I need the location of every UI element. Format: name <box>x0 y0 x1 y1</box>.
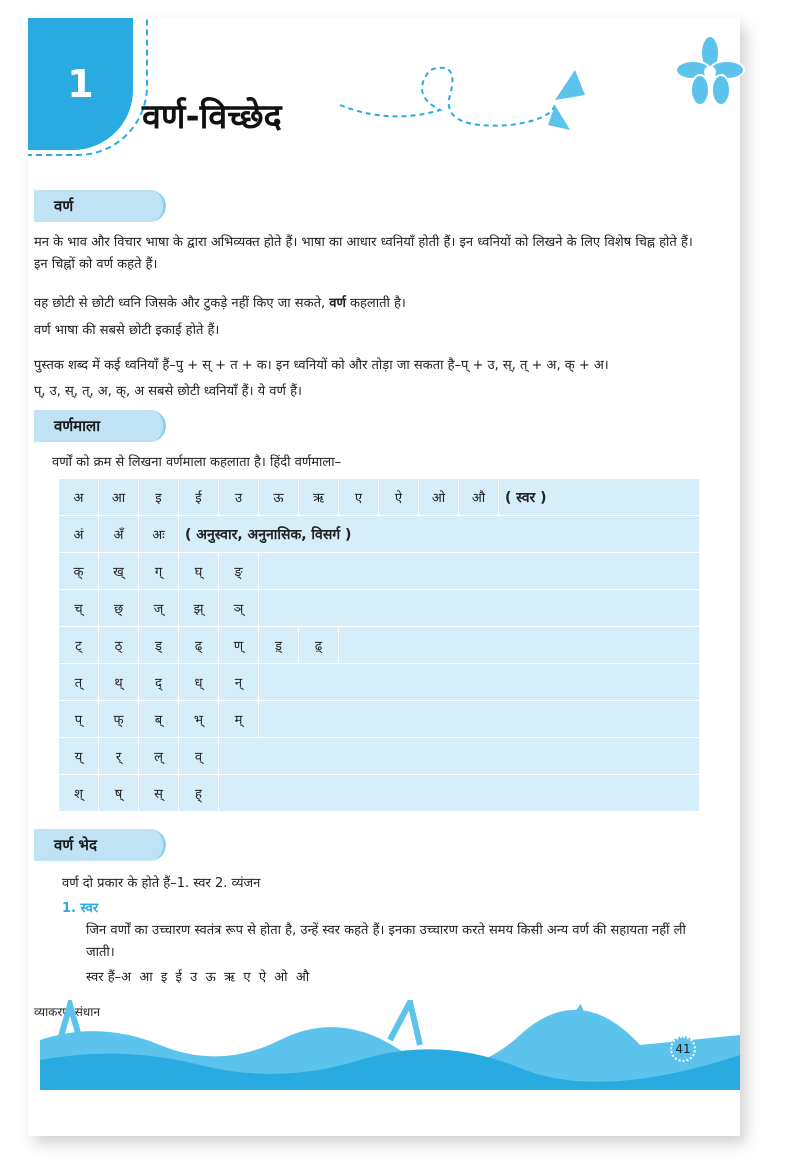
text: वह छोटी से छोटी ध्वनि जिसके और टुकड़े नहीं किए जा सकते, <box>34 296 326 311</box>
letter-cell: अः <box>139 516 179 553</box>
letter-cell: औ <box>459 479 499 516</box>
bhed-intro: वर्ण दो प्रकार के होते हैं–1. स्वर 2. व्यंजन <box>62 876 261 891</box>
table-row <box>59 738 700 775</box>
letter-cell: च् <box>59 590 99 627</box>
book-name: व्याकरण संधान <box>34 1005 101 1019</box>
letter-cell: प् <box>59 701 99 738</box>
empty-cell <box>259 553 700 590</box>
letter-cell: ट् <box>59 627 99 664</box>
letter-cell: व् <box>179 738 219 775</box>
letter-cell: घ् <box>179 553 219 590</box>
sub-heading-svar: 1. स्वर <box>62 901 99 916</box>
letter-cell: श् <box>59 775 99 812</box>
section-heading-varn: वर्ण <box>34 190 166 222</box>
paragraph: मन के भाव और विचार भाषा के द्वारा अभिव्यक्त होते हैं। भाषा का आधार ध्वनियाँ होती हैं। इन ध्वनियों को लिखने के लिए विशेष चिह्न होते हैं। इन चिह्नों को वर्ण कहते हैं। <box>34 235 693 272</box>
varnmala-table <box>58 478 700 812</box>
paragraph <box>34 293 699 315</box>
paragraph: प्, उ, स्, त्, अ, क्, अ सबसे छोटी ध्वनियाँ हैं। ये वर्ण हैं। <box>34 384 302 399</box>
letter-cell: ऊ <box>259 479 299 516</box>
letter-cell: ड् <box>139 627 179 664</box>
letter-cell: भ् <box>179 701 219 738</box>
letter-cell: न् <box>219 664 259 701</box>
table-row <box>59 627 700 664</box>
letter-cell: झ् <box>179 590 219 627</box>
letter-cell: ए <box>339 479 379 516</box>
letter-cell: ञ् <box>219 590 259 627</box>
letter-cell: स् <box>139 775 179 812</box>
letter-cell: ण् <box>219 627 259 664</box>
section-heading-bhed: वर्ण भेद <box>34 829 166 861</box>
letter-cell: उ <box>219 479 259 516</box>
paragraph: वर्ण भाषा की सबसे छोटी इकाई होते हैं। <box>34 323 220 338</box>
svar-paragraph: जिन वर्णों का उच्चारण स्वतंत्र रूप से होता है, उन्हें स्वर कहते हैं। इनका उच्चारण करते समय किसी अन्य वर्ण की सहायता नहीं ली जाती। <box>86 923 686 960</box>
paragraph: पुस्तक शब्द में कई ध्वनियाँ हैं–पु + स् + त + क। इन ध्वनियों को और तोड़ा जा सकता है–प् + उ, स्, त् + अ, क् + अ। <box>34 358 609 373</box>
chapter-number: 1 <box>28 18 133 150</box>
table-row <box>59 775 700 812</box>
letter-cell: य् <box>59 738 99 775</box>
letter-cell: द् <box>139 664 179 701</box>
letter-cell: ह् <box>179 775 219 812</box>
empty-cell <box>259 664 700 701</box>
letter-cell: ष् <box>99 775 139 812</box>
letter-cell: अं <box>59 516 99 553</box>
letter-cell: ऐ <box>379 479 419 516</box>
svar-list: स्वर हैं–अ आ इ ई उ ऊ ऋ ए ऐ ओ औ <box>86 970 310 985</box>
empty-cell <box>339 627 700 664</box>
section-heading-varnmala: वर्णमाला <box>34 410 166 442</box>
letter-cell: त् <box>59 664 99 701</box>
letter-cell: अँ <box>99 516 139 553</box>
varnmala-intro: वर्णों को क्रम से लिखना वर्णमाला कहलाता है। हिंदी वर्णमाला– <box>52 455 342 470</box>
empty-cell <box>219 738 700 775</box>
row-note: ( स्वर ) <box>499 479 700 516</box>
letter-cell: ठ् <box>99 627 139 664</box>
flower-icon <box>675 35 745 110</box>
text: कहलाती है। <box>350 296 406 311</box>
letter-cell: क् <box>59 553 99 590</box>
bold-term: वर्ण <box>329 296 346 311</box>
letter-cell: ऋ <box>299 479 339 516</box>
letter-cell: ड़् <box>259 627 299 664</box>
page-number: 41 <box>670 1036 696 1062</box>
water-wave-decoration <box>40 1000 740 1090</box>
letter-cell: ख् <box>99 553 139 590</box>
table-row <box>59 479 700 516</box>
empty-cell <box>259 701 700 738</box>
letter-cell: ल् <box>139 738 179 775</box>
empty-cell <box>219 775 700 812</box>
letter-cell: ध् <box>179 664 219 701</box>
letter-cell: अ <box>59 479 99 516</box>
table-row <box>59 701 700 738</box>
table-row <box>59 516 700 553</box>
letter-cell: छ् <box>99 590 139 627</box>
letter-cell: ब् <box>139 701 179 738</box>
letter-cell: ढ् <box>179 627 219 664</box>
butterfly-icon <box>330 55 590 145</box>
table-row <box>59 590 700 627</box>
chapter-title: वर्ण-विच्छेद <box>142 97 282 137</box>
row-note: ( अनुस्वार, अनुनासिक, विसर्ग ) <box>179 516 700 553</box>
letter-cell: ओ <box>419 479 459 516</box>
empty-cell <box>259 590 700 627</box>
letter-cell: ई <box>179 479 219 516</box>
table-row <box>59 553 700 590</box>
letter-cell: र् <box>99 738 139 775</box>
letter-cell: ङ् <box>219 553 259 590</box>
letter-cell: ढ़् <box>299 627 339 664</box>
letter-cell: आ <box>99 479 139 516</box>
letter-cell: ग् <box>139 553 179 590</box>
letter-cell: म् <box>219 701 259 738</box>
table-row <box>59 664 700 701</box>
letter-cell: थ् <box>99 664 139 701</box>
letter-cell: ज् <box>139 590 179 627</box>
letter-cell: इ <box>139 479 179 516</box>
letter-cell: फ् <box>99 701 139 738</box>
